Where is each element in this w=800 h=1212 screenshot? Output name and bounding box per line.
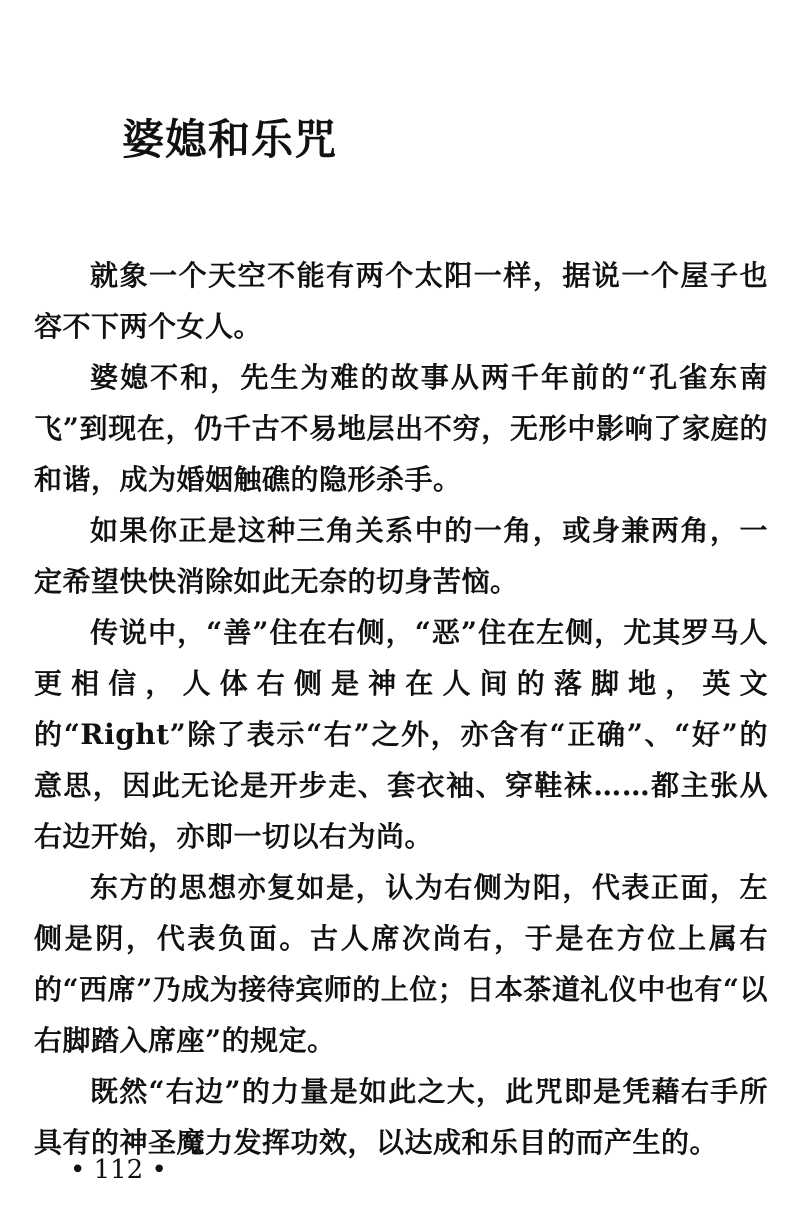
paragraph: 既然“右边”的力量是如此之大，此咒即是凭藉右手所具有的神圣魔力发挥功效，以达成和乐目的而产生的。 (34, 1075, 768, 1159)
paragraph: 东方的思想亦复如是，认为右侧为阳，代表正面，左侧是阴，代表负面。古人席次尚右，于是在方位上属右的“西席”乃成为接待宾师的上位；日本茶道礼仪中也有“以右脚踏入席座”的规定。 (34, 871, 768, 1057)
paragraph: 婆媳不和，先生为难的故事从两千年前的“孔雀东南飞”到现在，仍千古不易地层出不穷，无形中影响了家庭的和谐，成为婚姻触礁的隐形杀手。 (34, 361, 768, 496)
body-text (34, 250, 768, 1168)
page-number: • 112 • (70, 1155, 167, 1185)
paragraph: 如果你正是这种三角关系中的一角，或身兼两角，一定希望快快消除如此无奈的切身苦恼。 (34, 514, 768, 598)
paragraph: 就象一个天空不能有两个太阳一样，据说一个屋子也容不下两个女人。 (34, 259, 768, 343)
paragraph: 传说中，“善”住在右侧，“恶”住在左侧，尤其罗马人更相信，人体右侧是神在人间的落脚地，英文的“Right”除了表示“右”之外，亦含有“正确”、“好”的意思，因此无论是开步走、套衣袖、穿鞋袜……都主张从右边开始，亦即一切以右为尚。 (34, 616, 768, 853)
page-title: 婆媳和乐咒 (122, 115, 338, 164)
